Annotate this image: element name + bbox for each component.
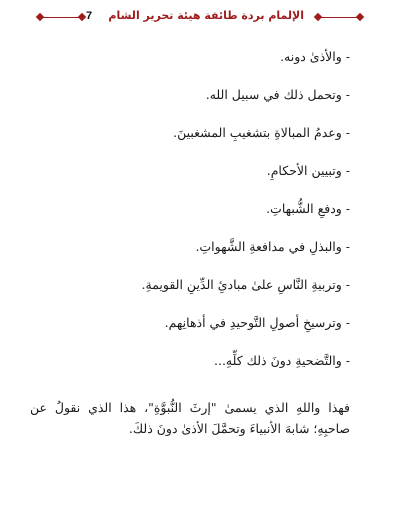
list-item: - والتَّضحيةِ دونَ ذلك كلِّهِ...	[214, 353, 350, 368]
list-item: - وتربيةِ النَّاسِ علىٰ مبادئِ الدِّينِ القويمةِ.	[141, 277, 350, 292]
body-paragraph: فهذا واللهِ الذي يسمىٰ "إرثَ النُّبوَّةِ"، هذا الذي نقولُ عن صاحبِهِ؛ شابهَ الأنبياءَ وتحمَّلَ الأذىٰ دونَ ذلكَ.	[30, 399, 350, 436]
list-item: - وتحمل ذلك في سبيل الله.	[205, 87, 350, 102]
ornament-diamond	[356, 13, 364, 21]
ornament-diamond	[78, 13, 86, 21]
list-item: - والأذىٰ دونه.	[280, 49, 350, 64]
ornament-diamond	[314, 13, 322, 21]
ornament-line	[320, 17, 358, 18]
list-item: - ودفعِ الشُّبهاتِ.	[266, 201, 350, 216]
list-item: - وتبيين الأحكامِ.	[266, 163, 350, 178]
right-ornament	[314, 10, 364, 26]
list-item: - وعدمُ المبالاةِ بتشغيبِ المشغبينَ.	[173, 125, 350, 140]
ornament-line	[42, 17, 80, 18]
bullet-list	[30, 48, 350, 390]
page-number: 7	[86, 10, 93, 22]
left-ornament	[36, 10, 86, 26]
list-item: - وترسيخِ أصولِ التَّوحيدِ في أذهانِهم.	[164, 315, 350, 330]
list-item: - والبذلِ في مدافعةِ الشَّهواتِ.	[195, 239, 350, 254]
running-title: الإلمام بردة طائفة هيئة تحرير الشام	[108, 9, 304, 22]
ornament-diamond	[36, 13, 44, 21]
